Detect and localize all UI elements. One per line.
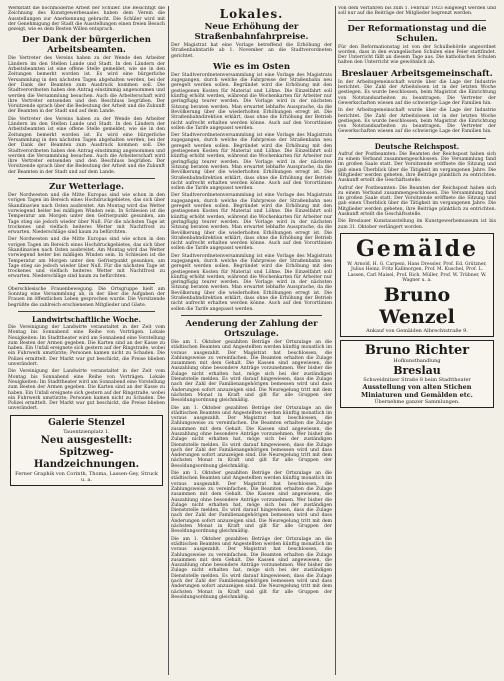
article-text: Die Breslauer Kunstausstellung im Kunstgewerbemuseum ist bis zum 31. Oktober verlängert worden.	[338, 219, 496, 230]
ad-address: Schweidnitzer Straße 8 beim Stadttheater	[363, 376, 471, 383]
divider	[18, 283, 155, 284]
article-heading: Deutsche Reichspost.	[374, 141, 460, 151]
article-text: Die Vereinigung der Landwirte veranstaltet in der Zeit vom Montag bis Sonnabend eine Reihe von Vorträgen. Lokale Neuigkeiten: Im Stadttheater wird am Sonnabend eine Vorstellung zum Besten der Armen gegeben. Die Karten sind an der Kasse zu haben. Ein Unfall ereignete sich gestern auf der Ringstraße, wobei ein Fuhrwerk umstürzte; Personen kamen nicht zu Schaden. Die Polizei ermittelt. Der Markt war gut beschickt, die Preise blieben unverändert.	[8, 369, 165, 412]
column-divider	[335, 6, 336, 675]
article-heading: Aenderung der Zahlung der Ortszulage.	[185, 318, 318, 339]
ad-headline: Ausstellung von alten Stichen	[362, 382, 472, 391]
article-text: In der Arbeitsgemeinschaft wurde über die Lage der Industrie berichtet. Die Zahl der Arbeitslosen ist in der letzten Woche gestiegen. Es wurde beschlossen, beim Magistrat die Einrichtung von Notstandsarbeiten zu beantragen. Die Vertreter der Gewerkschaften wiesen auf die schwierige Lage der Familien hin.	[338, 108, 496, 135]
advertisement-gemaelde	[340, 233, 494, 337]
article-text: Der Stadtverordnetenversammlung ist eine Vorlage des Magistrats zugegangen, durch welche die Fahrpreise der Straßenbahn neu geregelt werden sollen. Begründet wird die Erhöhung mit den gestiegenen Kosten für Material und Löhne. Die Einzelfahrt soll künftig erhöht werden, während die Wochenkarten für Arbeiter nur geringfügig teurer werden. Die Vorlage wird in der nächsten Sitzung beraten werden. Man erwartet lebhafte Aussprache, da die Bevölkerung über die wiederholten Erhöhungen erregt ist. Die Straßenbahndirektion erklärt, dass ohne die Erhöhung der Betrieb nicht aufrecht erhalten werden könne. Auch auf den Vorortlinien sollen die Tarife angepasst werden.	[171, 72, 332, 131]
article-subheading: Der Magistrat hat eine Vorlage betreffend die Erhöhung der Straßenbahntarife ab 1. November an die Stadtverordneten gerichtet.	[171, 43, 332, 59]
divider	[18, 311, 155, 312]
article-heading: Zur Wetterlage.	[49, 182, 124, 193]
article-text: Aufruf der Postbeamten: Die Beamten der Reichspost haben sich zu einem Verband zusammengeschlossen. Die Versammlung fand im großen Saale statt. Der Vorsitzende eröffnete die Sitzung und gab einen Überblick über die Tätigkeit im vergangenen Jahre. Die Mitglieder werden gebeten, ihre Beiträge pünktlich zu entrichten. Auskunft erteilt die Geschäftsstelle.	[338, 185, 496, 218]
divider	[348, 20, 486, 21]
column-divider	[168, 6, 169, 675]
newspaper-page	[8, 6, 496, 675]
article-heading: Breslauer Arbeitsgemeinschaft.	[341, 68, 493, 79]
ad-company: Bruno Wenzel	[379, 283, 455, 328]
article-heading: Wie es im Osten	[212, 61, 291, 72]
ad-subtitle: Hofkunsthandlung	[393, 357, 441, 364]
ad-text: Ferner Graphik von Corinth, Thoma, Lassen-Gey, Struck u. a.	[15, 470, 158, 483]
article-text: Die am 1. Oktober gezahlten Beträge der Ortszulage an die städtischen Beamten und Angestellten werden künftig monatlich im voraus ausgezahlt. Der Magistrat hat beschlossen, die Zahlungsweise zu vereinfachen. Die Beamten erhalten die Zulage zusammen mit dem Gehalt. Die Kassen sind angewiesen, die Auszahlung ohne besondere Anträge vorzunehmen. Wer bisher die Zulage nicht erhalten hat, möge sich bei der zuständigen Dienststelle melden. Es wird darauf hingewiesen, dass die Zulage nach der Zahl der Familienangehörigen bemessen wird und dass Änderungen sofort anzuzeigen sind. Die Neuregelung tritt mit dem nächsten Monat in Kraft und gilt für alle Gruppen der Besoldungsordnung gleichmäßig.	[171, 339, 332, 404]
article-heading: Der Reformationstag und die Schulen.	[347, 23, 487, 44]
article-text: Die Vertreter des Vereins haben zu der Wende den Arbeiter Ländern im den Stellen Lande und Stadt. In den Ländern der Arbeitsbeamten ist eine offene Stelle gemeldet, wie sie in den Zeitungen bemerkt worden ist. Es wird eine bürgerliche Versammlung in den nächsten Tagen abgehalten werden, bei der der Dank der Beamten zum Ausdruck kommen soll. Die Stadtverordneten haben den Antrag einstimmig angenommen und werden die Versammlung besuchen. Auch die Arbeiterschaft wird ihre Vertreter entsenden und den Beschluss begrüßen. Der Vorsitzende sprach über die Bedeutung der Arbeit und die Zukunft der Beamten in der Stadt und auf dem Lande.	[8, 116, 165, 175]
ad-title: Galerie Stenzel	[48, 417, 125, 428]
column-right	[338, 6, 496, 675]
article-text: Der Stadtverordnetenversammlung ist eine Vorlage des Magistrats zugegangen, durch welche die Fahrpreise der Straßenbahn neu geregelt werden sollen. Begründet wird die Erhöhung mit den gestiegenen Kosten für Material und Löhne. Die Einzelfahrt soll künftig erhöht werden, während die Wochenkarten für Arbeiter nur geringfügig teurer werden. Die Vorlage wird in der nächsten Sitzung beraten werden. Man erwartet lebhafte Aussprache, da die Bevölkerung über die wiederholten Erhöhungen erregt ist. Die Straßenbahndirektion erklärt, dass ohne die Erhöhung der Betrieb nicht aufrecht erhalten werden könne. Auch auf den Vorortlinien sollen die Tarife angepasst werden.	[171, 193, 332, 252]
article-heading: Landwirtschaftliche Woche.	[32, 314, 141, 324]
article-text: Oberschlesische Frauenbewegung. Die Ortsgruppe hielt am Sonntag eine Versammlung ab, in der über die Aufgaben der Frauen im öffentlichen Leben gesprochen wurde. Die Vorsitzende begrüßte die zahlreich erschienenen Mitglieder und Gäste.	[8, 286, 165, 308]
column-left	[8, 6, 165, 675]
article-text: Die am 1. Oktober gezahlten Beträge der Ortszulage an die städtischen Beamten und Angestellten werden künftig monatlich im voraus ausgezahlt. Der Magistrat hat beschlossen, die Zahlungsweise zu vereinfachen. Die Beamten erhalten die Zulage zusammen mit dem Gehalt. Die Kassen sind angewiesen, die Auszahlung ohne besondere Anträge vorzunehmen. Wer bisher die Zulage nicht erhalten hat, möge sich bei der zuständigen Dienststelle melden. Es wird darauf hingewiesen, dass die Zulage nach der Zahl der Familienangehörigen bemessen wird und dass Änderungen sofort anzuzeigen sind. Die Neuregelung tritt mit dem nächsten Monat in Kraft und gilt für alle Gruppen der Besoldungsordnung gleichmäßig.	[171, 471, 332, 535]
section-title: Lokales.	[219, 7, 284, 21]
ad-headline: Spitzweg-Handzeichnungen.	[33, 446, 140, 470]
ad-subtitle: Neu ausgestellt:	[40, 434, 133, 446]
ad-text: Übernehme ganzer Sammlungen.	[374, 398, 460, 405]
article-text: Der Stadtverordnetenversammlung ist eine Vorlage des Magistrats zugegangen, durch welche die Fahrpreise der Straßenbahn neu geregelt werden sollen. Begründet wird die Erhöhung mit den gestiegenen Kosten für Material und Löhne. Die Einzelfahrt soll künftig erhöht werden, während die Wochenkarten für Arbeiter nur geringfügig teurer werden. Die Vorlage wird in der nächsten Sitzung beraten werden. Man erwartet lebhafte Aussprache, da die Bevölkerung über die wiederholten Erhöhungen erregt ist. Die Straßenbahndirektion erklärt, dass ohne die Erhöhung der Betrieb nicht aufrecht erhalten werden könne. Auch auf den Vorortlinien sollen die Tarife angepasst werden.	[171, 253, 332, 312]
article-text: Der Nordwesten und die Mitte Europas sind wie schon in den vorigen Tagen im Bereich eines Hochdruckgebietes, das sich über Skandinavien nach Osten ausbreitet. Am Montag wird das Wetter vorwiegend heiter bei mäßigen Winden sein. In Schlesien ist die Temperatur am Morgen unter den Gefrierpunkt gesunken, am Tage stieg sie jedoch wieder über Null. Für die nächsten Tage ist trockenes und vielfach heiteres Wetter mit Nachtfrost zu erwarten. Niederschläge sind kaum zu befürchten.	[8, 193, 165, 236]
article-text: Die Vertreter des Vereins haben zu der Wende den Arbeiter Ländern im den Stellen Lande und Stadt. In den Ländern der Arbeitsbeamten ist eine offene Stelle gemeldet, wie sie in den Zeitungen bemerkt worden ist. Es wird eine bürgerliche Versammlung in den nächsten Tagen abgehalten werden, bei der der Dank der Beamten zum Ausdruck kommen soll. Die Stadtverordneten haben den Antrag einstimmig angenommen und werden die Versammlung besuchen. Auch die Arbeiterschaft wird ihre Vertreter entsenden und den Beschluss begrüßen. Der Vorsitzende sprach über die Bedeutung der Arbeit und die Zukunft der Beamten in der Stadt und auf dem Lande.	[8, 56, 165, 115]
article-text: Die am 1. Oktober gezahlten Beträge der Ortszulage an die städtischen Beamten und Angestellten werden künftig monatlich im voraus ausgezahlt. Der Magistrat hat beschlossen, die Zahlungsweise zu vereinfachen. Die Beamten erhalten die Zulage zusammen mit dem Gehalt. Die Kassen sind angewiesen, die Auszahlung ohne besondere Anträge vorzunehmen. Wer bisher die Zulage nicht erhalten hat, möge sich bei der zuständigen Dienststelle melden. Es wird darauf hingewiesen, dass die Zulage nach der Zahl der Familienangehörigen bemessen wird und dass Änderungen sofort anzuzeigen sind. Die Neuregelung tritt mit dem nächsten Monat in Kraft und gilt für alle Gruppen der Besoldungsordnung gleichmäßig.	[171, 405, 332, 469]
article-heading: Der Dank der bürgerlichen Arbeitsbeamten.	[22, 35, 151, 56]
article-text: Die Vereinigung der Landwirte veranstaltet in der Zeit vom Montag bis Sonnabend eine Reihe von Vorträgen. Lokale Neuigkeiten: Im Stadttheater wird am Sonnabend eine Vorstellung zum Besten der Armen gegeben. Die Karten sind an der Kasse zu haben. Ein Unfall ereignete sich gestern auf der Ringstraße, wobei ein Fuhrwerk umstürzte; Personen kamen nicht zu Schaden. Die Polizei ermittelt. Der Markt war gut beschickt, die Preise blieben unverändert.	[8, 324, 165, 368]
ad-artist-list: W. Arnold, H. G. Carpeni, Hans Dressler, Prof. Ed. Grützner, Julius Heinz, Fritz Kallmorgen, Prof. M. Kuschel, Prof. L. Lassen, Carl Maisel, Prof. Rich. Müller, Prof. W. Trübner, W. Wagner u. a.	[347, 261, 487, 284]
ad-city: Breslau	[393, 363, 441, 377]
divider	[18, 178, 155, 179]
ad-company: Bruno Richter	[364, 342, 470, 358]
divider	[348, 138, 486, 139]
article-intro: Werkstatt die hochmoderne Arbeit der Schüler. Die Besichtigt die Zeichnung des Kunstgewerbesaales haben dem Verein die Ausstellungen zur Anerkennung gebracht. Die Schüler wird mit der Genehmigung der Stadt die Ausstellungen einen freien Besuch gezeigt, wie es dem Besten Willen entsprach.	[8, 6, 165, 33]
article-text: Die am 1. Oktober gezahlten Beträge der Ortszulage an die städtischen Beamten und Angestellten werden künftig monatlich im voraus ausgezahlt. Der Magistrat hat beschlossen, die Zahlungsweise zu vereinfachen. Die Beamten erhalten die Zulage zusammen mit dem Gehalt. Die Kassen sind angewiesen, die Auszahlung ohne besondere Anträge vorzunehmen. Wer bisher die Zulage nicht erhalten hat, möge sich bei der zuständigen Dienststelle melden. Es wird darauf hingewiesen, dass die Zulage nach der Zahl der Familienangehörigen bemessen wird und dass Änderungen sofort anzuzeigen sind. Die Neuregelung tritt mit dem nächsten Monat in Kraft und gilt für alle Gruppen der Besoldungsordnung gleichmäßig.	[171, 536, 332, 600]
article-heading: Neue Erhöhung der Straßenbahnfahrpreise.	[194, 22, 309, 42]
article-text: In der Arbeitsgemeinschaft wurde über die Lage der Industrie berichtet. Die Zahl der Arbeitslosen ist in der letzten Woche gestiegen. Es wurde beschlossen, beim Magistrat die Einrichtung von Notstandsarbeiten zu beantragen. Die Vertreter der Gewerkschaften wiesen auf die schwierige Lage der Familien hin.	[338, 79, 496, 106]
article-text: Der Stadtverordnetenversammlung ist eine Vorlage des Magistrats zugegangen, durch welche die Fahrpreise der Straßenbahn neu geregelt werden sollen. Begründet wird die Erhöhung mit den gestiegenen Kosten für Material und Löhne. Die Einzelfahrt soll künftig erhöht werden, während die Wochenkarten für Arbeiter nur geringfügig teurer werden. Die Vorlage wird in der nächsten Sitzung beraten werden. Man erwartet lebhafte Aussprache, da die Bevölkerung über die wiederholten Erhöhungen erregt ist. Die Straßenbahndirektion erklärt, dass ohne die Erhöhung der Betrieb nicht aufrecht erhalten werden könne. Auch auf den Vorortlinien sollen die Tarife angepasst werden.	[171, 133, 332, 192]
article-text: Der Nordwesten und die Mitte Europas sind wie schon in den vorigen Tagen im Bereich eines Hochdruckgebietes, das sich über Skandinavien nach Osten ausbreitet. Am Montag wird das Wetter vorwiegend heiter bei mäßigen Winden sein. In Schlesien ist die Temperatur am Morgen unter den Gefrierpunkt gesunken, am Tage stieg sie jedoch wieder über Null. Für die nächsten Tage ist trockenes und vielfach heiteres Wetter mit Nachtfrost zu erwarten. Niederschläge sind kaum zu befürchten.	[8, 237, 165, 280]
advertisement-bruno-richter	[340, 340, 494, 408]
column-middle	[171, 6, 332, 675]
article-text: Für den Reformationstag ist von der Schulbehörde angeordnet worden, dass in den evangelischen Schulen eine Feier stattfindet. Der Unterricht fällt an diesem Tage aus. Die katholischen Schulen halten den Unterricht wie gewöhnlich ab.	[338, 44, 496, 66]
divider	[181, 315, 322, 316]
article-intro: Von dem Verfahren bis zum 1. Februar 1923 eingelegt werden und soll nur auf die Beiträge der Mitglieder begrenzt werden.	[338, 6, 496, 17]
article-text: Aufruf der Postbeamten: Die Beamten der Reichspost haben sich zu einem Verband zusammengeschlossen. Die Versammlung fand im großen Saale statt. Der Vorsitzende eröffnete die Sitzung und gab einen Überblick über die Tätigkeit im vergangenen Jahre. Die Mitglieder werden gebeten, ihre Beiträge pünktlich zu entrichten. Auskunft erteilt die Geschäftsstelle.	[338, 151, 496, 184]
advertisement-galerie-stenzel	[10, 415, 163, 486]
ad-text: Ankauf von Gemälden Albrechtstraße 9.	[366, 327, 468, 334]
ad-text: Miniaturen und Gemälden etc.	[361, 390, 473, 399]
ad-title: Gemälde	[355, 235, 479, 262]
ad-address: Tauentzienplatz 1.	[63, 428, 110, 435]
